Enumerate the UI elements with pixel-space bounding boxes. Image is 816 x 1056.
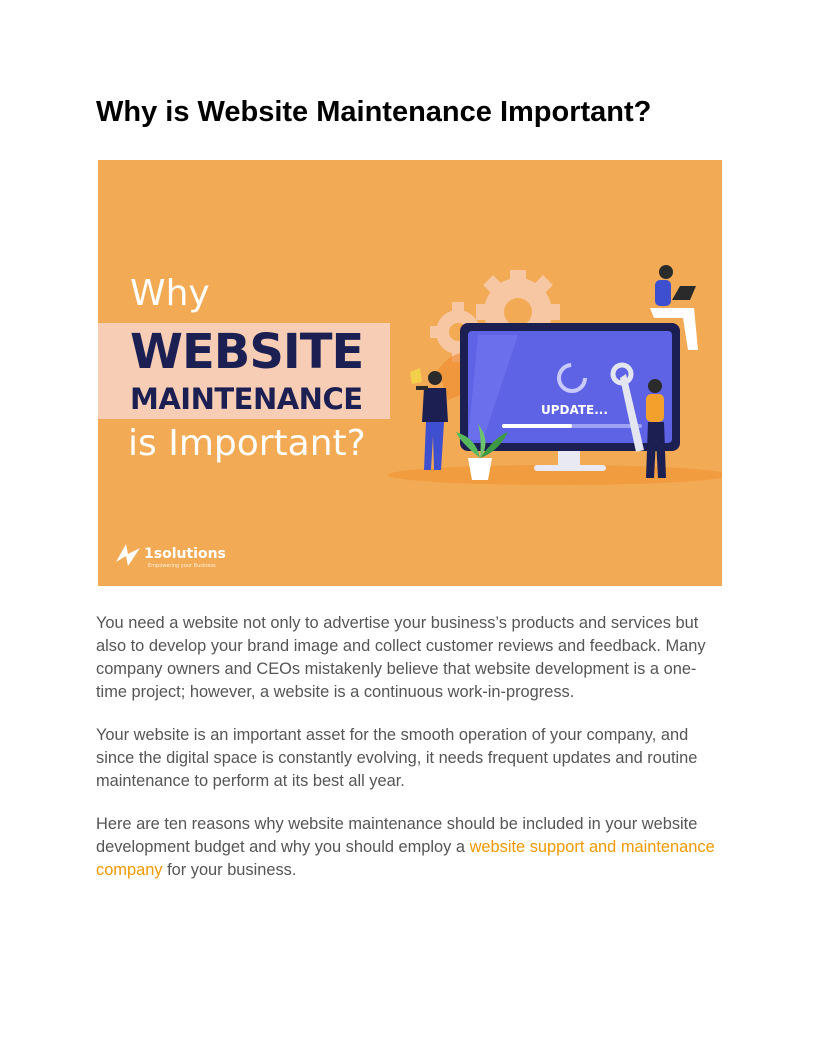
page-title: Why is Website Maintenance Important?	[96, 96, 652, 128]
person-megaphone-illustration	[410, 368, 448, 470]
hero-banner-image	[98, 160, 722, 586]
paragraph-3-outro: for your business.	[162, 861, 297, 879]
logo-name: 1solutions	[144, 546, 226, 562]
website-support-link[interactable]: website support and maintenance company	[96, 838, 715, 879]
banner-text-why: Why	[130, 273, 210, 314]
paragraph-3-intro: Here are ten reasons why website maintenance should be included in your website development budget and why you should employ a	[96, 815, 698, 856]
banner-text-maintenance: MAINTENANCE	[130, 382, 363, 416]
article-body	[96, 612, 718, 902]
paragraph-3	[96, 813, 718, 882]
banner-text-important: is Important?	[128, 423, 366, 464]
banner-text-website: WEBSITE	[130, 324, 364, 380]
company-logo-icon	[116, 544, 140, 566]
paragraph-1: You need a website not only to advertise your business’s products and services but also to develop your brand image and collect customer reviews and feedback. Many company owners and CEOs mistakenly believe that website development is a one-time project; however, a website is a continuous work-in-progress.	[96, 614, 706, 701]
paragraph-2: Your website is an important asset for the smooth operation of your company, and since the digital space is constantly evolving, it needs frequent updates and routine maintenance to perform at its best all year.	[96, 726, 698, 790]
logo-tagline: Empowering your Business	[148, 563, 216, 569]
monitor-update-label: UPDATE...	[541, 403, 608, 417]
